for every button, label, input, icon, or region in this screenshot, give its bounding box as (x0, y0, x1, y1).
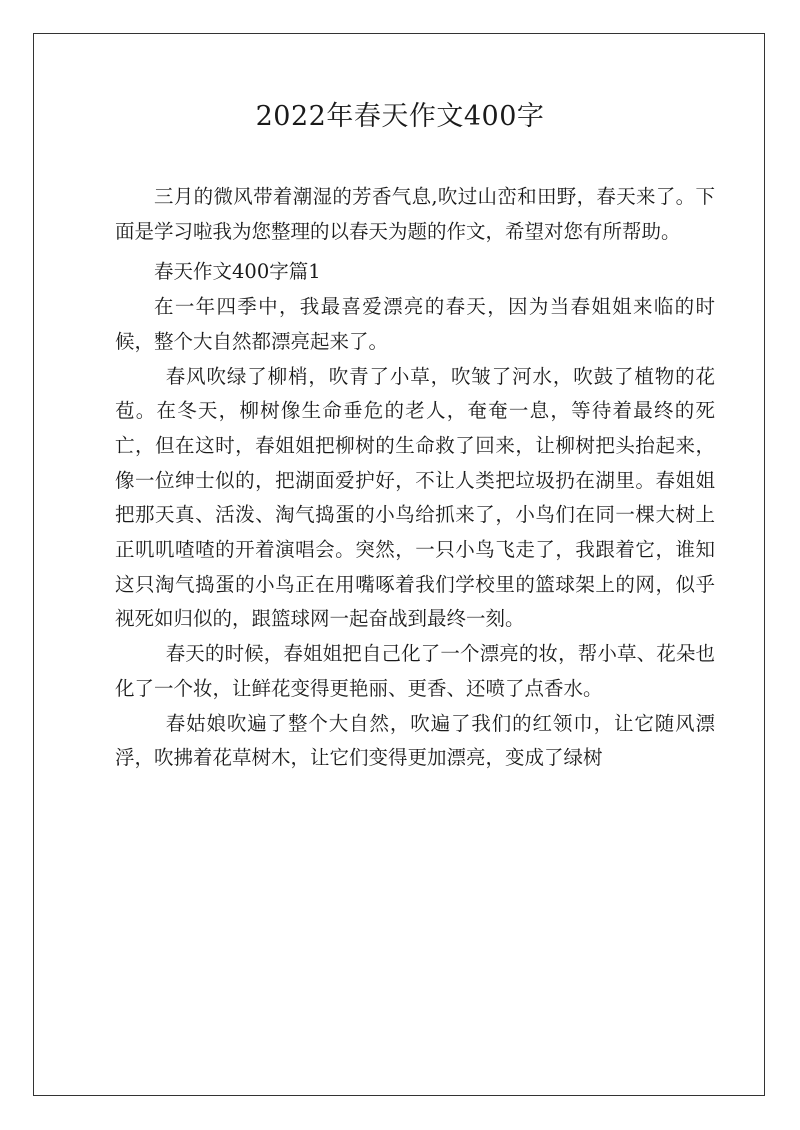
section-heading: 春天作文400字篇1 (154, 260, 321, 284)
body-paragraph: 春姑娘吹遍了整个大自然，吹遍了我们的红领巾，让它随风漂浮，吹拂着花草树木，让它们变得更加漂亮，变成了绿树 (115, 711, 715, 770)
document-body (115, 180, 715, 776)
intro-paragraph: 三月的微风带着潮湿的芳香气息,吹过山峦和田野，春天来了。下面是学习啦我为您整理的以春天为题的作文，希望对您有所帮助。 (115, 185, 715, 243)
body-paragraph: 春风吹绿了柳梢，吹青了小草，吹皱了河水，吹鼓了植物的花苞。在冬天，柳树像生命垂危的老人，奄奄一息，等待着最终的死亡，但在这时，春姐姐把柳树的生命救了回来，让柳树把头抬起来，像一位绅士似的，把湖面爱护好，不让人类把垃圾扔在湖里。春姐姐把那天真、活泼、淘气捣蛋的小鸟给抓来了，小鸟们在同一棵大树上正叽叽喳喳的开着演唱会。突然，一只小鸟飞走了，我跟着它，谁知这只淘气捣蛋的小鸟正在用嘴啄着我们学校里的篮球架上的网，似乎视死如归似的，跟篮球网一起奋战到最终一刻。 (115, 364, 715, 631)
body-paragraph: 春天的时候，春姐姐把自己化了一个漂亮的妆，帮小草、花朵也化了一个妆，让鲜花变得更艳丽、更香、还喷了点香水。 (115, 642, 715, 700)
body-paragraph: 在一年四季中，我最喜爱漂亮的春天，因为当春姐姐来临的时候，整个大自然都漂亮起来了。 (115, 295, 715, 353)
document-title: 2022年春天作文400字 (255, 101, 545, 132)
